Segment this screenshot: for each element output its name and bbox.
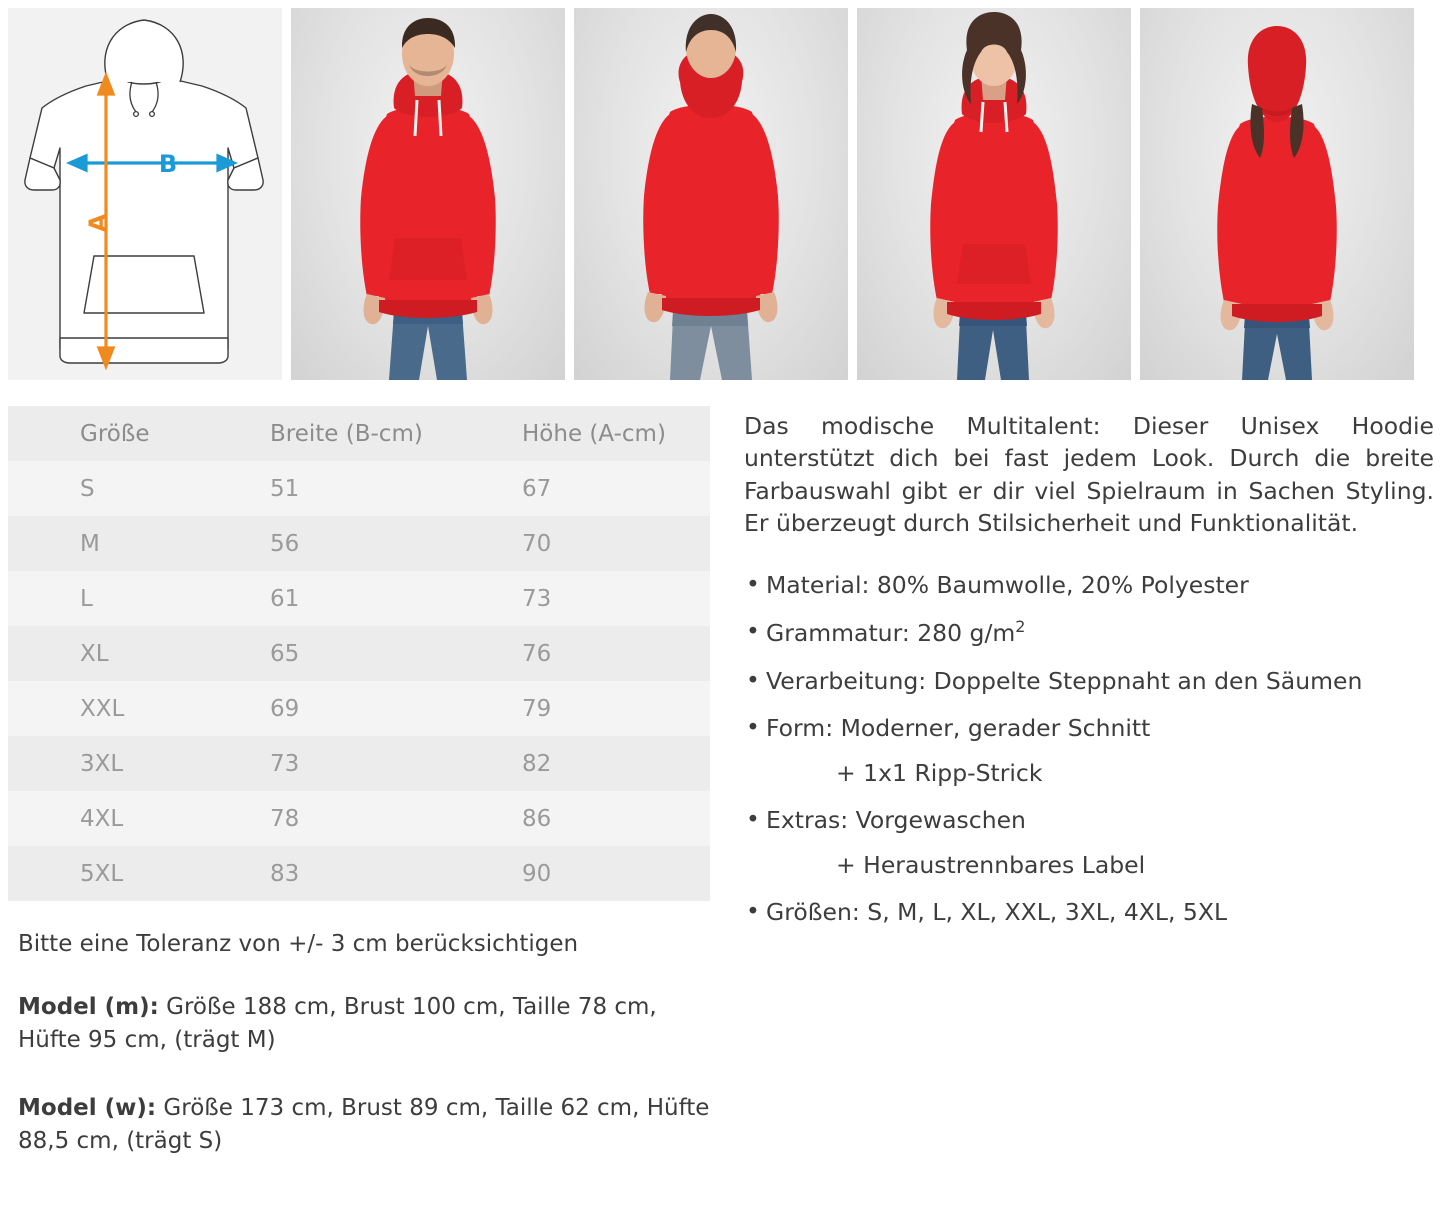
table-row [8, 736, 710, 791]
details-area [0, 380, 1442, 1158]
spec-processing: Verarbeitung: Doppelte Steppnaht an den Säumen [766, 666, 1363, 695]
cell-height: 79 [522, 681, 710, 736]
size-column [8, 380, 726, 1158]
specs-list [744, 570, 1434, 928]
size-table-header-row [8, 406, 710, 461]
spec-weight: Grammatur: 280 g/m [766, 619, 1016, 648]
table-row [8, 626, 710, 681]
list-item [744, 805, 1434, 880]
table-row [8, 461, 710, 516]
cell-height: 90 [522, 846, 710, 901]
list-item [744, 617, 1434, 648]
size-table [8, 406, 710, 901]
cell-size: XL [8, 626, 270, 681]
cell-width: 65 [270, 626, 522, 681]
spec-extras: Extras: Vorgewaschen [766, 806, 1026, 835]
size-table-header-hoehe: Höhe (A-cm) [522, 406, 710, 461]
model-female-note [18, 1092, 718, 1159]
spec-material: Material: 80% Baumwolle, 20% Polyester [766, 570, 1249, 599]
cell-height: 73 [522, 571, 710, 626]
cell-size: L [8, 571, 270, 626]
cell-size: 4XL [8, 791, 270, 846]
cell-size: S [8, 461, 270, 516]
cell-size: 5XL [8, 846, 270, 901]
size-table-header-groesse: Größe [8, 406, 270, 461]
model-male-note [18, 991, 718, 1058]
cell-height: 67 [522, 461, 710, 516]
spec-form: Form: Moderner, gerader Schnitt [766, 714, 1151, 743]
list-item [744, 570, 1434, 601]
cell-width: 56 [270, 516, 522, 571]
model-male-text: Größe 188 cm, Brust 100 cm, Taille 78 cm, Hüfte 95 cm, (trägt M) [18, 994, 657, 1054]
cell-height: 82 [522, 736, 710, 791]
model-male-label: Model (m): [18, 994, 159, 1020]
table-row [8, 571, 710, 626]
cell-size: XXL [8, 681, 270, 736]
model-female-label: Model (w): [18, 1094, 157, 1121]
table-row [8, 791, 710, 846]
size-table-header-breite: Breite (B-cm) [270, 406, 522, 461]
table-row [8, 846, 710, 901]
cell-height: 86 [522, 791, 710, 846]
table-row [8, 681, 710, 736]
cell-width: 78 [270, 791, 522, 846]
cell-width: 61 [270, 571, 522, 626]
product-description: Das modische Multitalent: Dieser Unisex Hoodie unterstützt dich bei fast jedem Look. Durch die breite Farbauswahl gibt er dir viel Spielraum in Sachen Styling. Er überzeugt durch Stilsicherheit und Funktionalität. [744, 412, 1434, 538]
spec-form-sub: + 1x1 Ripp-Strick [836, 758, 1043, 787]
cell-width: 73 [270, 736, 522, 791]
cell-width: 51 [270, 461, 522, 516]
female-front-image [857, 8, 1131, 380]
list-item [744, 666, 1434, 697]
cell-height: 76 [522, 626, 710, 681]
list-item [744, 897, 1434, 928]
female-back-image [1140, 8, 1414, 380]
cell-size: 3XL [8, 736, 270, 791]
description-column [726, 380, 1434, 1158]
male-front-image [291, 8, 565, 380]
spec-sizes: Größen: S, M, L, XL, XXL, 3XL, 4XL, 5XL [766, 898, 1228, 927]
table-row [8, 516, 710, 571]
tolerance-note: Bitte eine Toleranz von +/- 3 cm berücksichtigen [18, 931, 579, 957]
spec-extras-sub: + Heraustrennbares Label [836, 850, 1146, 879]
product-image-strip [0, 0, 1442, 380]
measure-label-b: B [158, 150, 178, 178]
male-back-image [574, 8, 848, 380]
cell-width: 69 [270, 681, 522, 736]
list-item [744, 713, 1434, 788]
measure-label-a: A [84, 213, 112, 233]
model-female-text: Größe 173 cm, Brust 89 cm, Taille 62 cm, Hüfte 88,5 cm, (trägt S) [18, 1094, 710, 1155]
cell-size: M [8, 516, 270, 571]
spec-weight-sup: 2 [1015, 617, 1026, 637]
cell-height: 70 [522, 516, 710, 571]
cell-width: 83 [270, 846, 522, 901]
technical-drawing-image [8, 8, 282, 380]
